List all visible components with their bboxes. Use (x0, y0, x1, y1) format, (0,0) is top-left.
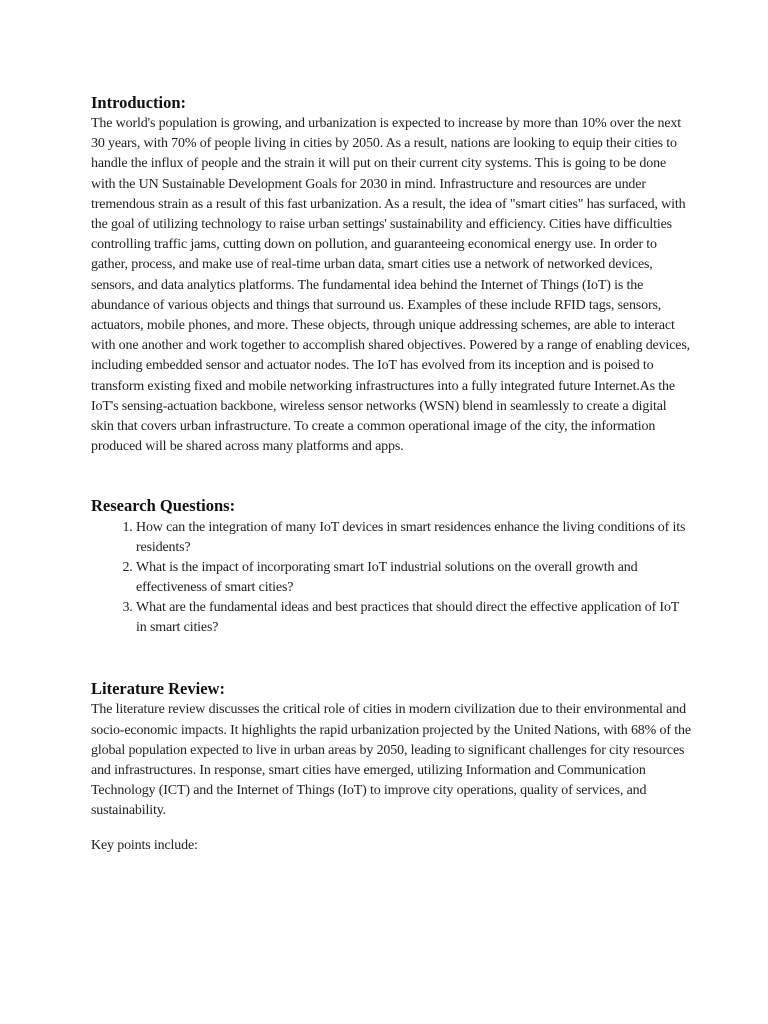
introduction-heading: Introduction: (91, 93, 187, 112)
literature-review-paragraph: The literature review discusses the critical role of cities in modern civilization due to their environmental and socio-economic impacts. It highlights the rapid urbanization projected by the United Nations, with 68% of the global population expected to live in urban areas by 2050, leading to significant challenges for city resources and infrastructures. In response, smart cities have emerged, utilizing Information and Communication Technology (ICT) and the Internet of Things (IoT) to improve city operations, quality of services, and sustainability. (91, 702, 691, 819)
introduction-paragraph: The world's population is growing, and urbanization is expected to increase by more than 10% over the next 30 years, with 70% of people living in cities by 2050. As a result, nations are looking to equip their cities to handle the influx of people and the strain it will put on their current city systems. This is going to be done with the UN Sustainable Development Goals for 2030 in mind. Infrastructure and resources are under tremendous strain as a result of this fast urbanization. As a result, the idea of "smart cities" has surfaced, with the goal of utilizing technology to raise urban settings' sustainability and efficiency. Cities have difficulties controlling traffic jams, cutting down on pollution, and guaranteeing economical energy use. In order to gather, process, and make use of real-time urban data, smart cities use a network of networked devices, sensors, and data analytics platforms. The fundamental idea behind the Internet of Things (IoT) is the abundance of various objects and things that surround us. Examples of these include RFID tags, sensors, actuators, mobile phones, and more. These objects, through unique addressing schemes, are able to interact with one another and work together to accomplish shared objectives. Powered by a range of enabling devices, including embedded sensor and actuator nodes. The IoT has evolved from its inception and is poised to transform existing fixed and mobile networking infrastructures into a fully integrated future Internet.As the IoT's sensing-actuation backbone, wireless sensor networks (WSN) blend in seamlessly to create a digital skin that covers urban infrastructure. To create a common operational image of the city, the information produced will be shared across many platforms and apps. (91, 116, 690, 455)
document-page (91, 92, 691, 856)
research-question-item: 1. How can the integration of many IoT devices in smart residences enhance the living conditions of its residents? (136, 518, 691, 558)
literature-review-section (91, 678, 691, 855)
research-questions-list (91, 518, 691, 638)
introduction-section (91, 92, 691, 457)
literature-review-heading: Literature Review: (91, 679, 225, 699)
research-questions-section (91, 495, 691, 638)
key-points-text: Key points include: (91, 837, 198, 853)
research-questions-heading: Research Questions: (91, 496, 236, 516)
research-question-item: 3. What are the fundamental ideas and best practices that should direct the effective application of IoT in smart cities? (136, 598, 691, 638)
research-question-item: 2. What is the impact of incorporating smart IoT industrial solutions on the overall growth and effectiveness of smart cities? (136, 558, 691, 598)
